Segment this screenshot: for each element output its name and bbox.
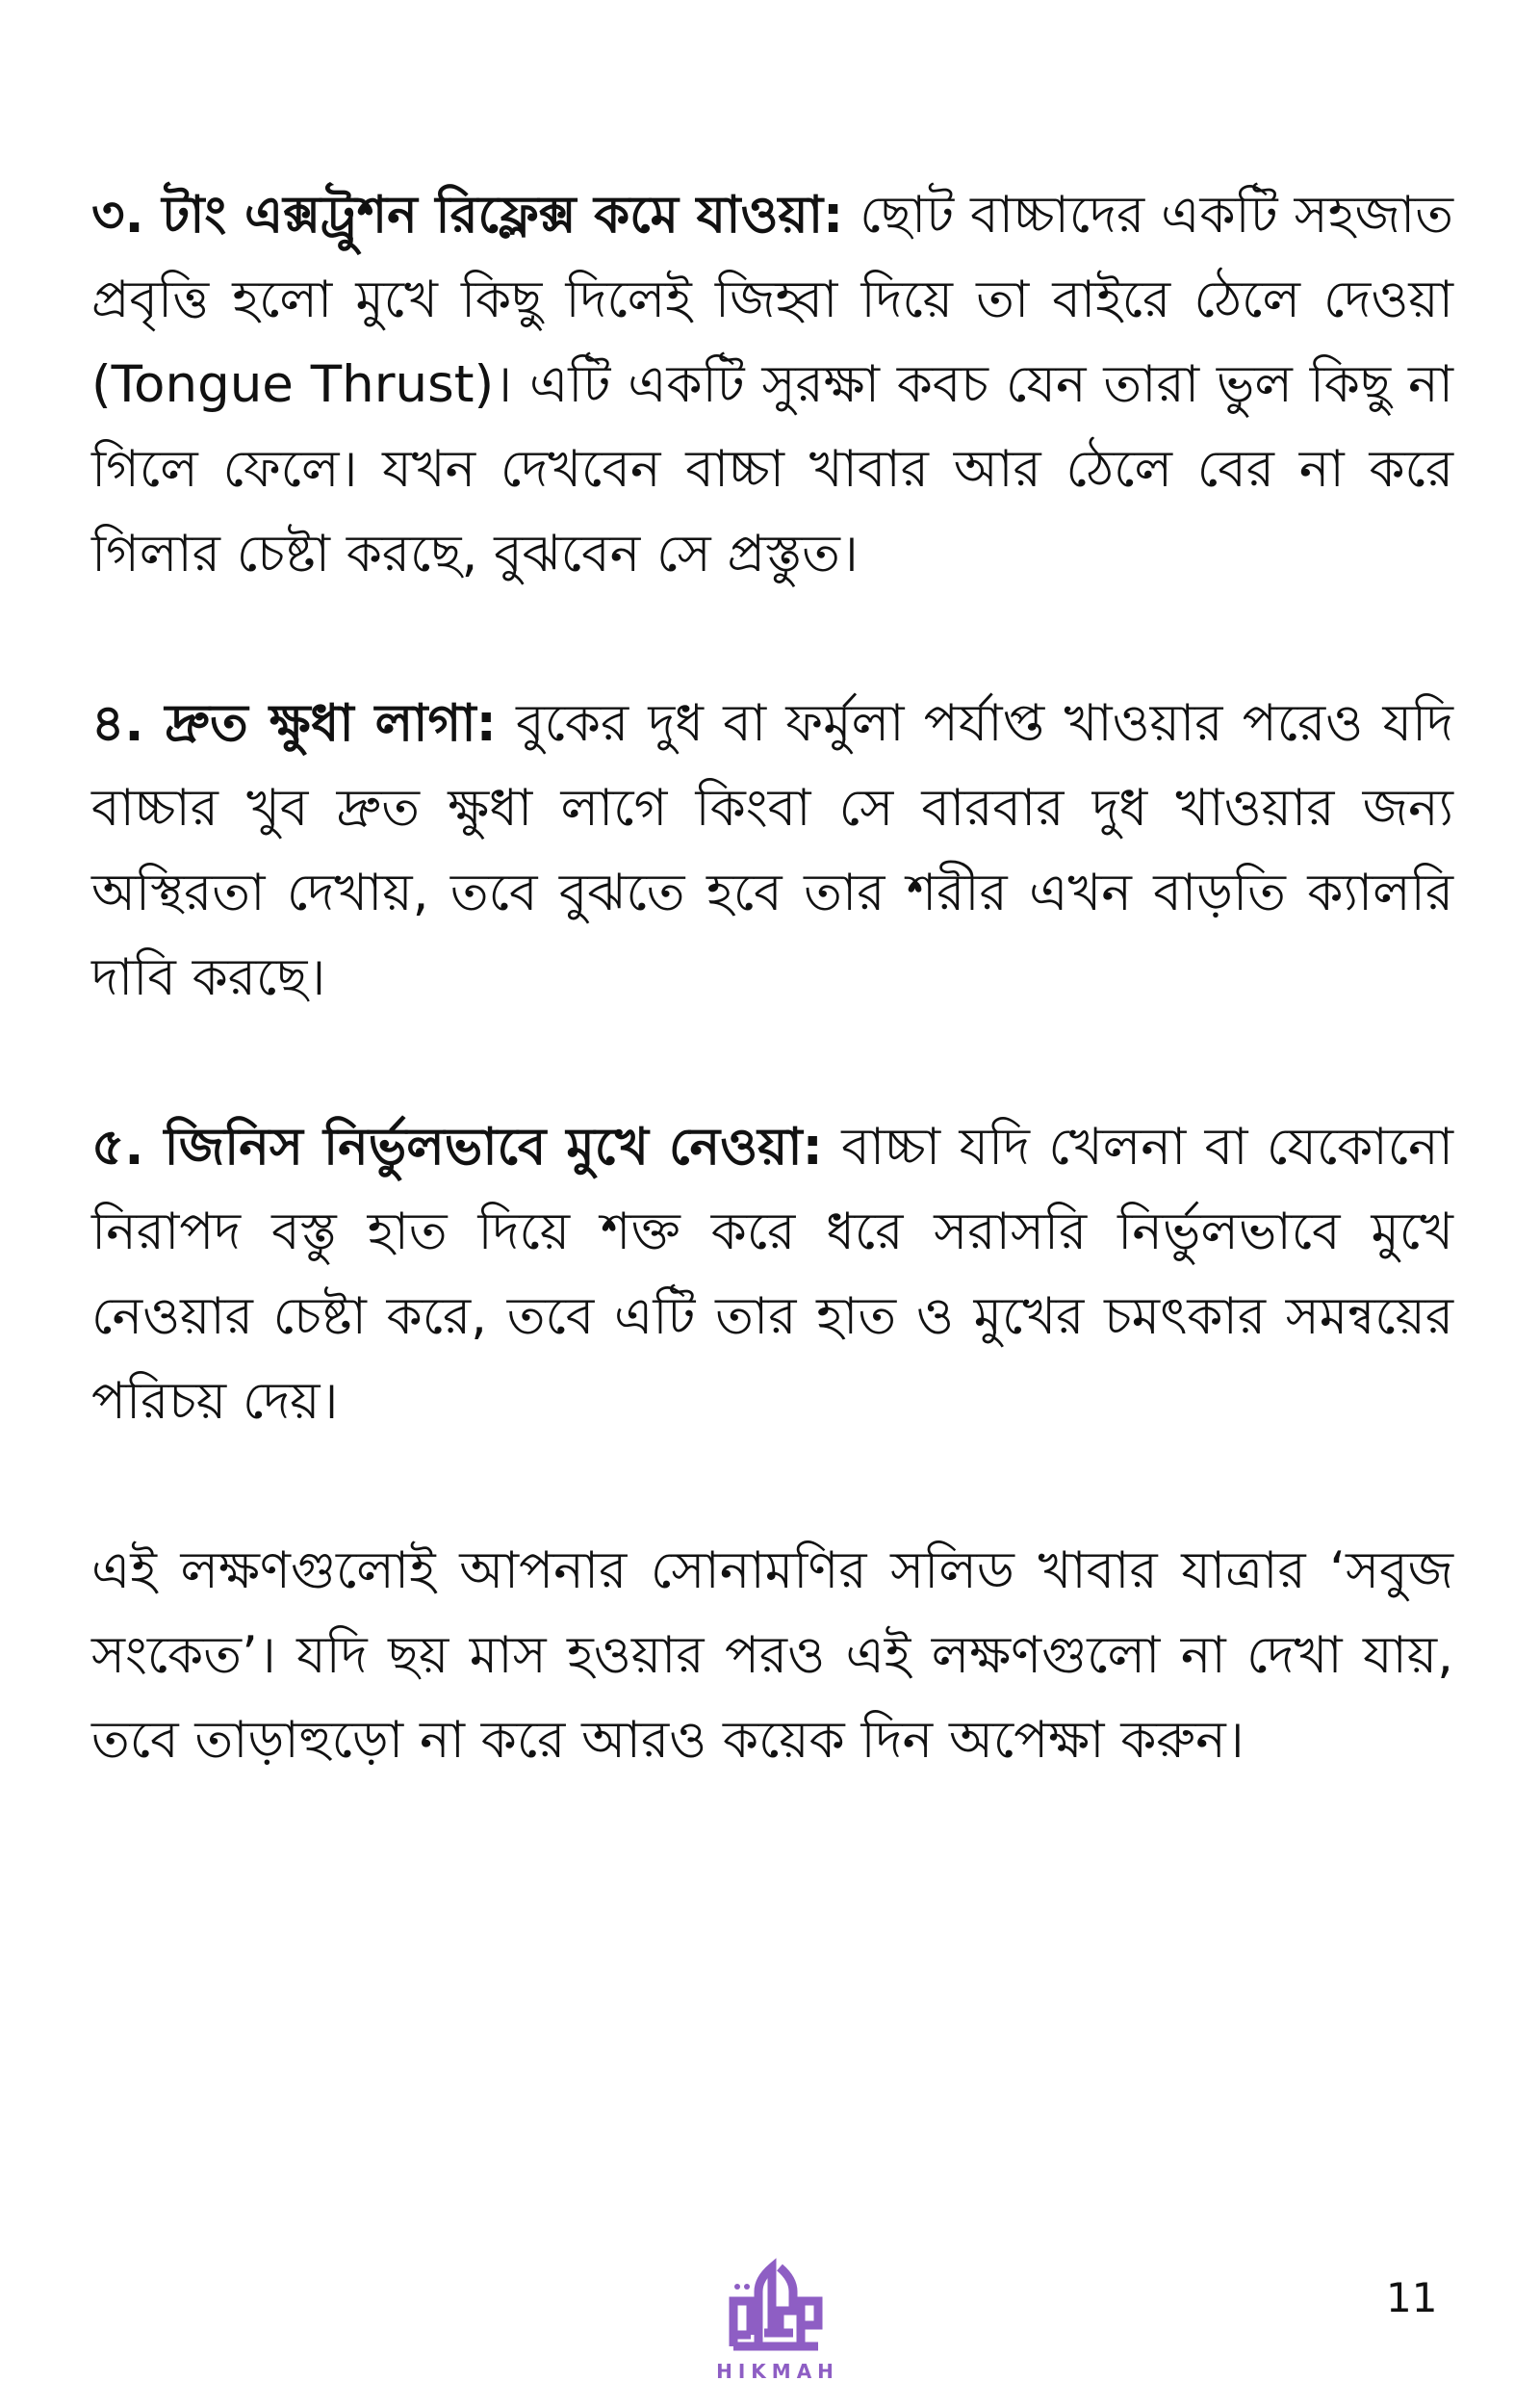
paragraph-body: ছোট বাচ্চাদের একটি সহজাত প্রবৃত্তি হলো মুখে কিছু দিলেই জিহ্বা দিয়ে তা বাইরে ঠেলে দেওয়া (Tongue Thrust)। এটি একটি সুরক্ষা কবচ যেন তারা ভুল কিছু না গিলে ফেলে। যখন দেখবেন বাচ্চা খাবার আর ঠেলে বের না করে গিলার চেষ্টা করছে, বুঝবেন সে প্রস্তুত। (91, 186, 1453, 583)
page-number: 11 (1386, 2274, 1438, 2321)
logo-wordmark: HIKMAH (716, 2360, 839, 2383)
paragraph-body: বুকের দুধ বা ফর্মুলা পর্যাপ্ত খাওয়ার পরেও যদি বাচ্চার খুব দ্রুত ক্ষুধা লাগে কিংবা সে বারবার দুধ খাওয়ার জন্য অস্থিরতা দেখায়, তবে বুঝতে হবে তার শরীর এখন বাড়তি ক্যালরি দাবি করছে। (91, 694, 1453, 1007)
paragraph-heading: ৪. দ্রুত ক্ষুধা লাগা: (91, 694, 497, 753)
paragraph-conclusion (91, 1529, 1453, 1783)
paragraph-grasp-to-mouth (91, 1105, 1453, 1444)
paragraph-body: বাচ্চা যদি খেলনা বা যেকোনো নিরাপদ বস্তু হাত দিয়ে শক্ত করে ধরে সরাসরি নির্ভুলভাবে মুখে নেওয়ার চেষ্টা করে, তবে এটি তার হাত ও মুখের চমৎকার সমন্বয়ের পরিচয় দেয়। (91, 1118, 1453, 1431)
paragraph-quick-hunger (91, 682, 1453, 1021)
paragraph-heading: ৫. জিনিস নির্ভুলভাবে মুখে নেওয়া: (91, 1118, 823, 1177)
paragraph-heading: ৩. টাং এক্সট্রুশন রিফ্লেক্স কমে যাওয়া: (91, 186, 844, 245)
hikmah-arabic-calligraphy-logo-icon (722, 2258, 828, 2354)
paragraph-tongue-thrust (91, 173, 1453, 597)
page-content (91, 173, 1453, 1868)
paragraph-body: এই লক্ষণগুলোই আপনার সোনামণির সলিড খাবার যাত্রার ‘সবুজ সংকেত’। যদি ছয় মাস হওয়ার পরও এই লক্ষণগুলো না দেখা যায়, তবে তাড়াহুড়ো না করে আরও কয়েক দিন অপেক্ষা করুন। (91, 1541, 1453, 1770)
hikmah-logo (716, 2258, 839, 2393)
